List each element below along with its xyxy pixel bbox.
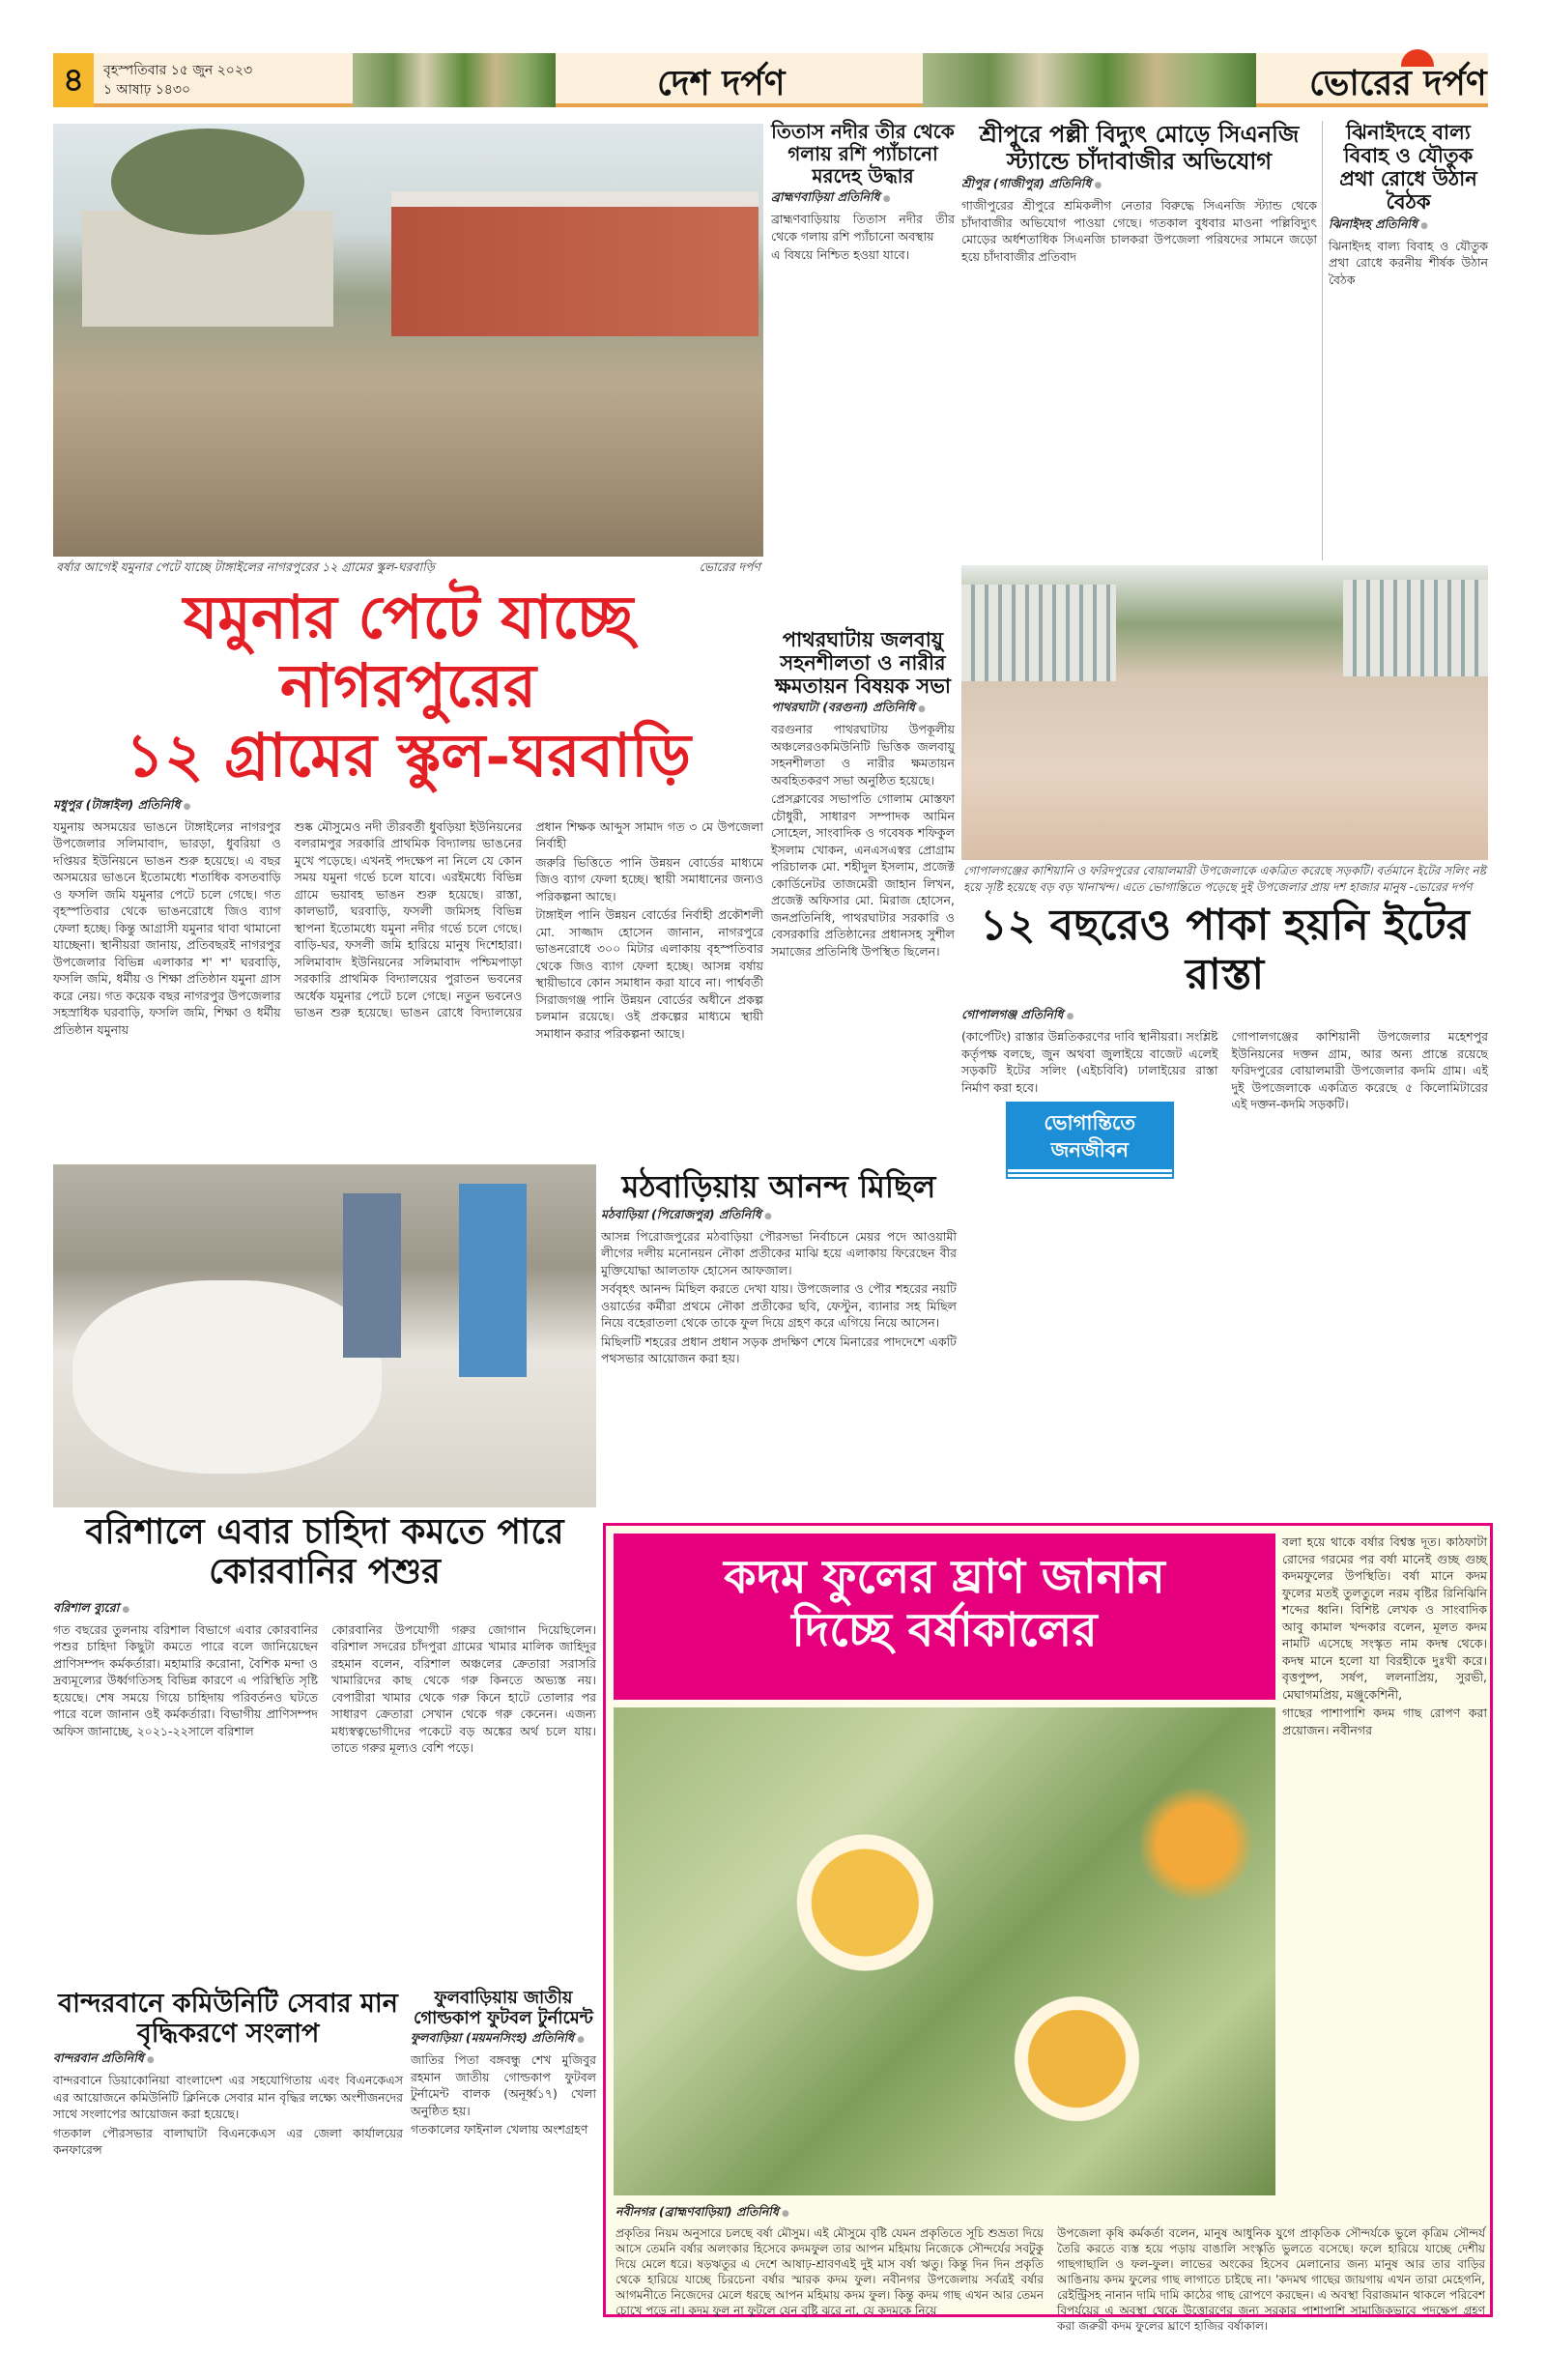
road-story-block	[961, 863, 1488, 1510]
page-header	[53, 53, 1488, 107]
lead-headline: যমুনার পেটে যাচ্ছে নাগরপুরের ১২ গ্রামের স্কুল-ঘরবাড়ি	[125, 582, 692, 790]
section-title: দেশ দর্পণ	[657, 63, 786, 103]
road-photo-caption: গোপালগঞ্জের কাশিয়ানি ও ফরিদপুরের বোয়ালমারী উপজেলাকে একত্রিত করেছে সড়কটি। বর্তমানে ইটের সলিং নষ্ট হয়ে সৃষ্টি হয়েছে বড় বড় খানাখন্দ। এতে ভোগান্তিতে পড়েছে দুই উপজেলার প্রায় দশ হাজার মানুষ -ভোরের দর্পণ	[963, 864, 1486, 894]
barishal-story-block	[53, 1512, 596, 1983]
titas-story: তিতাস নদীর তীর থেকে গলায় রশি প্যাঁচানো মরদেহ উদ্ধার ব্রাহ্মণবাড়িয়া প্রতিনিধি ● ব্রাহ্মণবাড়িয়ায় তিতাস নদীর তীর থেকে গলায় রশি প্যাঁচানো অবস্থায় এ বিষয়ে নিশ্চিত হওয়া যাবে।	[771, 121, 955, 618]
lead-story-block	[53, 559, 763, 1158]
brick-road-photo	[961, 565, 1488, 860]
mothbaria-story: মঠবাড়িয়ায় আনন্দ মিছিল মঠবাড়িয়া (পিরোজপুর) প্রতিনিধি ● আসন্ন পিরোজপুরের মঠবাড়িয়া পৌরসভা নির্বাচনে মেয়র পদে আওয়ামী লীগের দলীয় মনোনয়ন নৌকা প্রতীকের মাঝি হয়ে এলাকায় ফিরেছেন বীর মুক্তিযোদ্ধা আলতাফ হোসেন আফজাল। সর্ববৃহৎ আনন্দ মিছিল করতে দেখা যায়। উপজেলার ও পৌর শহরের নয়টি ওয়ার্ডের কর্মীরা প্রথমে নৌকা প্রতীকের ছবি, ফেস্টুন, ব্যানার সহ মিছিল নিয়ে বহেরাতলা থেকে তাকে ফুল দিয়ে গ্রহণ করে এগিয়ে নিয়ে আসেন। মিছিলটি শহরের প্রধান প্রধান সড়ক প্রদক্ষিণ শেষে মিনারের পাদদেশে একটি পথসভার আয়োজন করা হয়।	[601, 1169, 957, 1512]
header-photo-strip-left	[353, 53, 556, 107]
road-story: গোপালগঞ্জ প্রতিনিধি ● (কার্পেটিং) রাস্তার উন্নতিকরণের দাবি স্থানীয়রা। সংশ্লিষ্ট কর্তৃপক্ষ বলছে, জুন অথবা জুলাইয়ে বাজেট এলেই সড়কটি ইটের সলিং (এইচবিবি) ঢালাইয়ের রাস্তা নির্মাণ করা হবে। ভোগান্তিতে জনজীবন গোপালগঞ্জের কাশিয়ানী উপজেলার মহেশপুর ইউনিয়নের দক্তন গ্রাম, আর অন্য প্রান্তে রয়েছে ফরিদপুরের বোয়ালমারী উপজেলার কদমি গ্রাম। এই দুই উপজেলাকে একত্রিত করেছে ৫ কিলোমিটারের এই দক্তন-কদমি সড়কটি।	[961, 1005, 1488, 1510]
pathorghata-story: পাথরঘাটায় জলবায়ু সহনশীলতা ও নারীর ক্ষমতায়ন বিষয়ক সভা পাথরঘাটা (বরগুনা) প্রতিনিধি ● বরগুনার পাথরঘাটায় উপকূলীয় অঞ্চলেরওকমিউনিটি ভিত্তিক জলবায়ু সহনশীলতা ও নারীর ক্ষমতায়ন অবহিতকরণ সভা অনুষ্ঠিত হয়েছে। প্রেসক্লাবের সভাপতি গোলাম মোস্তফা চৌধুরী, সাধারণ সম্পাদক আমিন সোহেল, সাংবাদিক ও গবেষক শফিকুল ইসলাম খোকন, এনএসএস্বর প্রোগ্রাম পরিচালক মো. শহীদুল ইসলাম, প্রজেক্ট কোর্ডিনেটর তাজমেরী জাহান লিখন, প্রজেক্ট অফিসার মো. মিরাজ হোসেন, জনপ্রতিনিধি, পাথরঘাটার সরকারি ও বেসরকারি প্রতিষ্ঠানের প্রধানসহ সুশীল সমাজের প্রতিনিধি উপস্থিত ছিলেন।	[771, 628, 955, 1155]
fulbaria-story: ফুলবাড়িয়ায় জাতীয় গোল্ডকাপ ফুটবল টুর্নামেন্ট ফুলবাড়িয়া (ময়মনসিংহ) প্রতিনিধি ● জাতির পিতা বঙ্গবন্ধু শেখ মুজিবুর রহমান জাতীয় গোল্ডকাপ ফুটবল টুর্নামেন্ট বালক (অনূর্ধ্ব১৭) খেলা অনুষ্ঠিত হয়। গতকালের ফাইনাল খেলায় অংশগ্রহণ	[411, 1989, 596, 2317]
kadam-flower-photo	[614, 1707, 1275, 2195]
header-photo-strip-right	[923, 53, 1256, 107]
bandarban-story: বান্দরবানে কমিউনিটি সেবার মান বৃদ্ধিকরণে সংলাপ বান্দরবান প্রতিনিধি ● বান্দরবানে ডিয়াকোনিয়া বাংলাদেশ এর সহযোগিতায় এবং বিএনকেএস এর আয়োজনে কমিউনিটি ক্লিনিকে সেবার মান বৃদ্ধির লক্ষ্যে অংশীজনদের সাথে সংলাপের আয়োজন করা হয়েছে। গতকাল পৌরসভার বালাঘাটা বিএনকেএস এর জেলা কার্যালয়ের কনফারেন্স	[53, 1989, 403, 2317]
issue-date: বৃহস্পতিবার ১৫ জুন ২০২৩ ১ আষাঢ় ১৪৩০	[103, 63, 253, 98]
road-headline: ১২ বছরেও পাকা হয়নি ইটের রাস্তা	[980, 901, 1470, 999]
cattle-market-photo	[53, 1164, 596, 1507]
page-number: ৪	[53, 53, 94, 107]
lead-story: মধুপুর (টাঙ্গাইল) প্রতিনিধি ● যমুনায় অসময়ের ভাঙনে টাঙ্গাইলের নাগরপুর উপজেলার সলিমাবাদ, ভারড়া, ধুবরিয়া ও দপ্তিয়র ইউনিয়নে ভাঙন শুরু হয়েছে। এ বছর অসময়ের ভাঙনে ইতোমধ্যে শতাধিক বসতবাড়ি ও ফসলি জমি যমুনার পেটে চলে গেছে। গত বৃহস্পতিবার থেকে ভাঙনরোধে জিও ব্যাগ ফেলা হচ্ছে। কিন্তু আগ্রাসী যমুনার থাবা থামানো যাচ্ছেনা। স্থানীয়রা জানায়, প্রতিবছরই নাগরপুর উপজেলার বিভিন্ন এলাকার শ' শ' ঘরবাড়ি, ফসলি জমি, ধর্মীয় ও শিক্ষা প্রতিষ্ঠান যমুনা গ্রাস করে নেয়। গত কয়েক বছর নাগরপুর উপজেলার সহস্রাধিক ঘরবাড়ি, ফসলি জমি, শিক্ষা ও ধর্মীয় প্রতিষ্ঠান যমুনায় শুষ্ক মৌসুমেও নদী তীরবর্তী ধুবড়িয়া ইউনিয়নের বলরামপুর সরকারি প্রাথমিক বিদ্যালয় ভাঙনের মুখে পড়েছে। এখনই পদক্ষেপ না নিলে যে কোন সময় যমুনা গর্ভে চলে যাবে। এরইমধ্যে বিভিন্ন গ্রামে ভয়াবহ ভাঙন শুরু হয়েছে। রাস্তা, কালভার্ট, ঘরবাড়ি, ফসলী জমিসহ বিভিন্ন স্থাপনা ইতোমধ্যে যমুনা নদীর গর্ভে চলে গেছে। বাড়ি-ঘর, ফসলী জমি হারিয়ে মানুষ দিশেহারা। সলিমাবাদ ইউনিয়নের সলিমাবাদ পশ্চিমপাড়া সরকারি প্রাথমিক বিদ্যালয়ের পুরাতন ভবনের অর্ধেক যমুনার পেটে চলে গেছে। নতুন ভবনেও ভাঙন শুরু হয়েছে। ভাঙন রোধে বিদ্যালয়ের প্রধান শিক্ষক আব্দুস সামাদ গত ৩ মে উপজেলা নির্বাহী জরুরি ভিত্তিতে পানি উন্নয়ন বোর্ডের মাধ্যমে জিও ব্যাগ ফেলা হচ্ছে। স্থায়ী সমাধানের জন্যও পরিকল্পনা আছে। টাঙ্গাইল পানি উন্নয়ন বোর্ডের নির্বাহী প্রকৌশলী মো. সাজ্জাদ হোসেন জানান, নাগরপুরে ভাঙনরোধে ৩০০ মিটার এলাকায় বৃহস্পতিবার থেকে জিও ব্যাগ ফেলা হচ্ছে। আসন্ন বর্ষায় স্থায়ীভাবে কোন সমাধান করা যাবে না। পার্শ্ববর্তী সিরাজগঞ্জ পানি উন্নয়ন বোর্ডের অধীনে প্রকল্প চলমান রয়েছে। ওই প্রকল্পের মাধ্যমে স্থায়ী সমাধান করার পরিকল্পনা আছে।	[53, 795, 763, 1158]
photo-caption: বর্ষার আগেই যমুনার পেটে যাচ্ছে টাঙ্গাইলের নাগরপুরের ১২ গ্রামের স্কুল-ঘরবাড়ি ভোরের দর্পণ	[56, 559, 760, 574]
jhenaidah-story: ঝিনাইদহে বাল্য বিবাহ ও যৌতুক প্রথা রোধে উঠান বৈঠক ঝিনাইদহ প্রতিনিধি ● ঝিনাইদহ বাল্য বিবাহ ও যৌতুক প্রথা রোধে করনীয় শীর্ষক উঠান বৈঠক	[1322, 121, 1488, 560]
kadam-story: নবীনগর (ব্রাহ্মণবাড়িয়া) প্রতিনিধি ● প্রকৃতির নিয়ম অনুসারে চলছে বর্ষা মৌসুম। এই মৌসুমে বৃষ্টি যেমন প্রকৃতিতে সূচি শুভ্রতা দিয়ে আসে তেমনি বর্ষার অলংকার হিসেবে কদমফুল তার আপন মহিমায় নিজেকে সৌন্দর্যের সবটুকু দিয়ে মেলে ধরে। ষড়ঋতুর এ দেশে আষাঢ়-শ্রাবণএই দুই মাস বর্ষা ঋতু। কিন্তু দিন দিন প্রকৃতি থেকে হারিয়ে যাচ্ছে চিরচেনা বর্ষার স্মারক কদম ফুল। নবীনগর উপজেলায় সর্বত্রই বর্ষার আগমনীতে নিজেদের মেলে ধরছে আপন মহিমায় কদম ফুল। কিন্তু কদম গাছ এখন আর তেমন চোখে পড়ে না। কদম ফুল না ফুটলে যেন বৃষ্টি ঝরে না, যে কদমকে নিয়ে উপজেলা কৃষি কর্মকর্তা বলেন, মানুষ আধুনিক যুগে প্রাকৃতিক সৌন্দর্যকে ভুলে কৃত্রিম সৌন্দর্য তৈরি করতে ব্যস্ত হয়ে পড়ায় বাঙালি সংস্কৃতি ভুলতে বসেছে। ফলে হারিয়ে যাচ্ছে দেশীয় গাছগাছালি ও ফল-ফুল। লাভের অংকের হিসেব মেলানোর জন্য মানুষ আর তার বাড়ির আঙিনায় কদম ফুলের গাছ লাগাতে চাইছে না। 'কদমথ গাছের জায়গায় এখন তারা মেহেগনি, রেইন্ট্রিসহ নানান দামি দামি কাঠের গাছ রোপণে করছেন। এ অবস্থা বিরাজমান থাকলে পরিবেশ বিপর্যয়ের এ অবস্থা থেকে উত্তোরণের জন্য সরকার পাশাপাশি সামাজিকভাবে পদক্ষেপ গ্রহণ করা জরুরী কদম ফুলের ঘ্রাণে হাজির বর্ষাকাল।	[616, 2202, 1485, 2313]
shripur-story: শ্রীপুরে পল্লী বিদ্যুৎ মোড়ে সিএনজি স্ট্যান্ডে চাঁদাবাজীর অভিযোগ শ্রীপুর (গাজীপুর) প্রতিনিধি ● গাজীপুরের শ্রীপুরে শ্রমিকলীগ নেতার বিরুদ্ধে সিএনজি স্ট্যান্ড থেকে চাঁদাবাজীর অভিযোগ পাওয়া গেছে। গতকাল বুধবার মাওনা পল্লিবিদ্যুৎ মোড়ের অর্ধশতাধিক সিএনজি চালকরা উপজেলা পরিষদের সামনে জড়ো হয়ে চাঁদাবাজীর প্রতিবাদ	[961, 121, 1317, 560]
barishal-story: বরিশাল ব্যুরো ● গত বছরের তুলনায় বরিশাল বিভাগে এবার কোরবানির পশুর চাহিদা কিছুটা কমতে পারে বলে জানিয়েছেন প্রাণিসম্পদ কর্মকর্তারা। মহামারি করোনা, বৈশিক মন্দা ও দ্রব্যমূল্যের উর্ধ্বগতিসহ বিভিন্ন কারণে এ পরিস্থিতি সৃষ্টি হয়েছে। শেষ সময়ে গিয়ে চাহিদায় পরিবর্তনও ঘটতে পারে বলে জানান ওই কর্মকর্তারা। বিভাগীয় প্রাণিসম্পদ অফিস জানাচ্ছে, ২০২১-২২সালে বরিশাল কোরবানির উপযোগী গরুর জোগান দিয়েছিলেন। বরিশাল সদরের চাঁদপুরা গ্রামের খামার মালিক জাহিদুর রহমান বলেন, বরিশাল অঞ্চলের ক্রেতারা সরাসরি খামারিদের কাছ থেকে গরু কিনতে অভ্যস্ত নয়। বেপারীরা খামার থেকে গরু কিনে হাটে তোলার পর সাধারণ ক্রেতারা সেখান থেকে গরু কেনেন। এজন্য মধ্যস্বত্বভোগীদের পকেটে বড় অঙ্কের অর্থ চলে যায়। তাতে গরুর মূল্যও বেশি পড়ে।	[53, 1598, 596, 1983]
kadam-feature-box	[603, 1523, 1493, 2333]
kadam-headline: কদম ফুলের ঘ্রাণ জানান দিচ্ছে বর্ষাকালের	[614, 1534, 1275, 1700]
road-highlight-box: ভোগান্তিতে জনজীবন	[1008, 1104, 1172, 1177]
newspaper-logo: ভোরের দর্পণ	[1309, 63, 1487, 103]
barishal-headline: বরিশালে এবার চাহিদা কমতে পারে কোরবানির পশুর	[85, 1511, 564, 1592]
kadam-side-column: বলা হয়ে থাকে বর্ষার বিশ্বস্ত দূত। কাঠফাটা রোদের গরমের পর বর্ষা মানেই গুচ্ছ গুচ্ছ কদমফুলের উপস্থিতি। বর্ষা মানে কদম ফুলের মতই তুলতুলে নরম বৃষ্টির রিনিঝিনি শব্দের ধ্বনি। বিশিষ্ট লেখক ও সাংবাদিক আবু কামাল খন্দকার বলেন, মূলত কদম নামটি এসেছে সংস্কৃত নাম কদম্ব থেকে। কদম্ব মানে হলো যা বিরহীকে দুঃখী করে। বৃত্তপুষ্প, সর্ষপ, ললনাপ্রিয়, সুরভী, মেঘাগমপ্রিয়, মঞ্জুকেশিনী, গাছের পাশাপাশি কদম গাছ রোপণ করা প্রয়োজন। নবীনগর	[1282, 1534, 1487, 1737]
riverbank-erosion-photo	[53, 124, 763, 557]
